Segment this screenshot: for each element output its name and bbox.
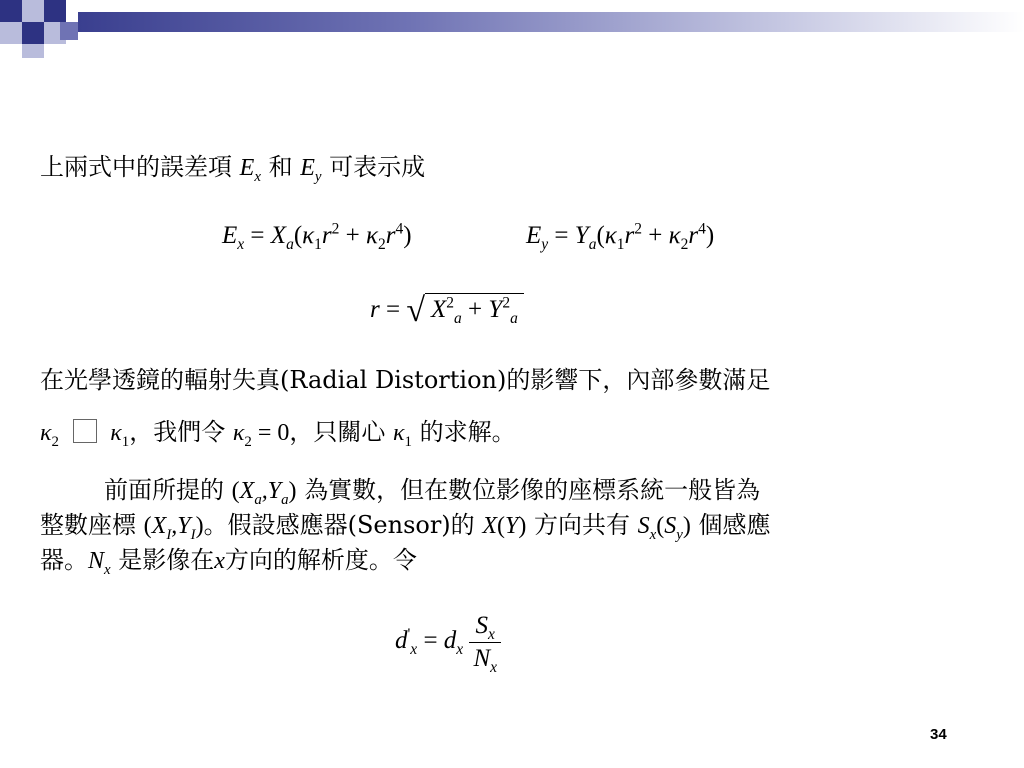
header-stripe (78, 12, 1024, 32)
para2-line3 (40, 540, 417, 578)
deco-square (0, 0, 22, 22)
sx-over-nx: $\frac{S_x}{N_x}$ (469, 612, 501, 673)
para2-text-c: 整數座標 (40, 511, 136, 539)
para2-text-f: 個感應 (698, 511, 771, 539)
kappa1-symbol: $\kappa_1$ (110, 420, 130, 450)
kappa2-symbol: $\kappa_2$ (40, 420, 59, 450)
deco-square (22, 44, 44, 58)
para2-text-e: 方向共有 (534, 511, 630, 539)
intro-end: 可表示成 (329, 153, 426, 181)
sqrt-symbol: √ $X^2_a + Y^2_a$ (406, 292, 523, 330)
para1-text-c: 的求解。 (419, 418, 516, 446)
nx-symbol: $N_x$ (88, 548, 111, 578)
para1-line2 (40, 412, 516, 450)
x-y-direction: X(Y) (482, 513, 527, 539)
xi-yi-pair: $(X_I,Y_I)$ (143, 513, 204, 543)
para2-text-h: 是影像在 (118, 546, 215, 574)
kappa1-symbol: $\kappa_1$ (393, 420, 412, 450)
xa-ya-pair: $(X_a,Y_a)$ (231, 478, 297, 508)
ey-symbol: $E_y$ (300, 155, 322, 185)
para2-text-g: 器。 (40, 546, 88, 574)
para2-text-d: 。假設感應器(Sensor)的 (203, 511, 475, 539)
ex-symbol: $E_x$ (239, 155, 261, 185)
para2-text-b: 為實數，但在數位影像的座標系統一般皆為 (304, 476, 761, 504)
deco-square (44, 0, 66, 22)
para2-line1 (104, 470, 761, 508)
much-less-symbol (73, 419, 97, 443)
para1-text-b: ，只關心 (289, 418, 386, 446)
para1-text-a: ，我們令 (129, 418, 226, 446)
deco-square (0, 22, 22, 44)
deco-square (22, 22, 44, 44)
para2-line2 (40, 505, 771, 543)
x-symbol: x (214, 548, 225, 574)
intro-line (40, 147, 426, 185)
para2-text-i: 方向的解析度。令 (224, 546, 417, 574)
intro-mid: 和 (268, 153, 293, 181)
para1-line1: 在光學透鏡的輻射失真(Radial Distortion)的影響下，內部參數滿足 (40, 366, 771, 394)
kappa2-zero: $\kappa_2 = 0$ (232, 420, 290, 450)
equation-ey: $E_y = Y_a(\kappa_1r^2 + \kappa_2r^4)$ (526, 220, 715, 253)
equation-ex: $E_x = X_a(\kappa_1r^2 + \kappa_2r^4)$ (222, 220, 412, 253)
header-decoration (0, 0, 1024, 62)
intro-text: 上兩式中的誤差項 (40, 153, 232, 181)
equation-dx: $d'_x = d_x$ $\frac{S_x}{N_x}$ (395, 612, 501, 673)
equation-r: r = √ $X^2_a + Y^2_a$ (370, 292, 524, 330)
para2-text-a: 前面所提的 (104, 476, 224, 504)
deco-square (60, 22, 78, 40)
page-number: 34 (930, 726, 947, 743)
sx-sy: $S_x(S_y)$ (637, 513, 691, 543)
deco-square (22, 0, 44, 22)
